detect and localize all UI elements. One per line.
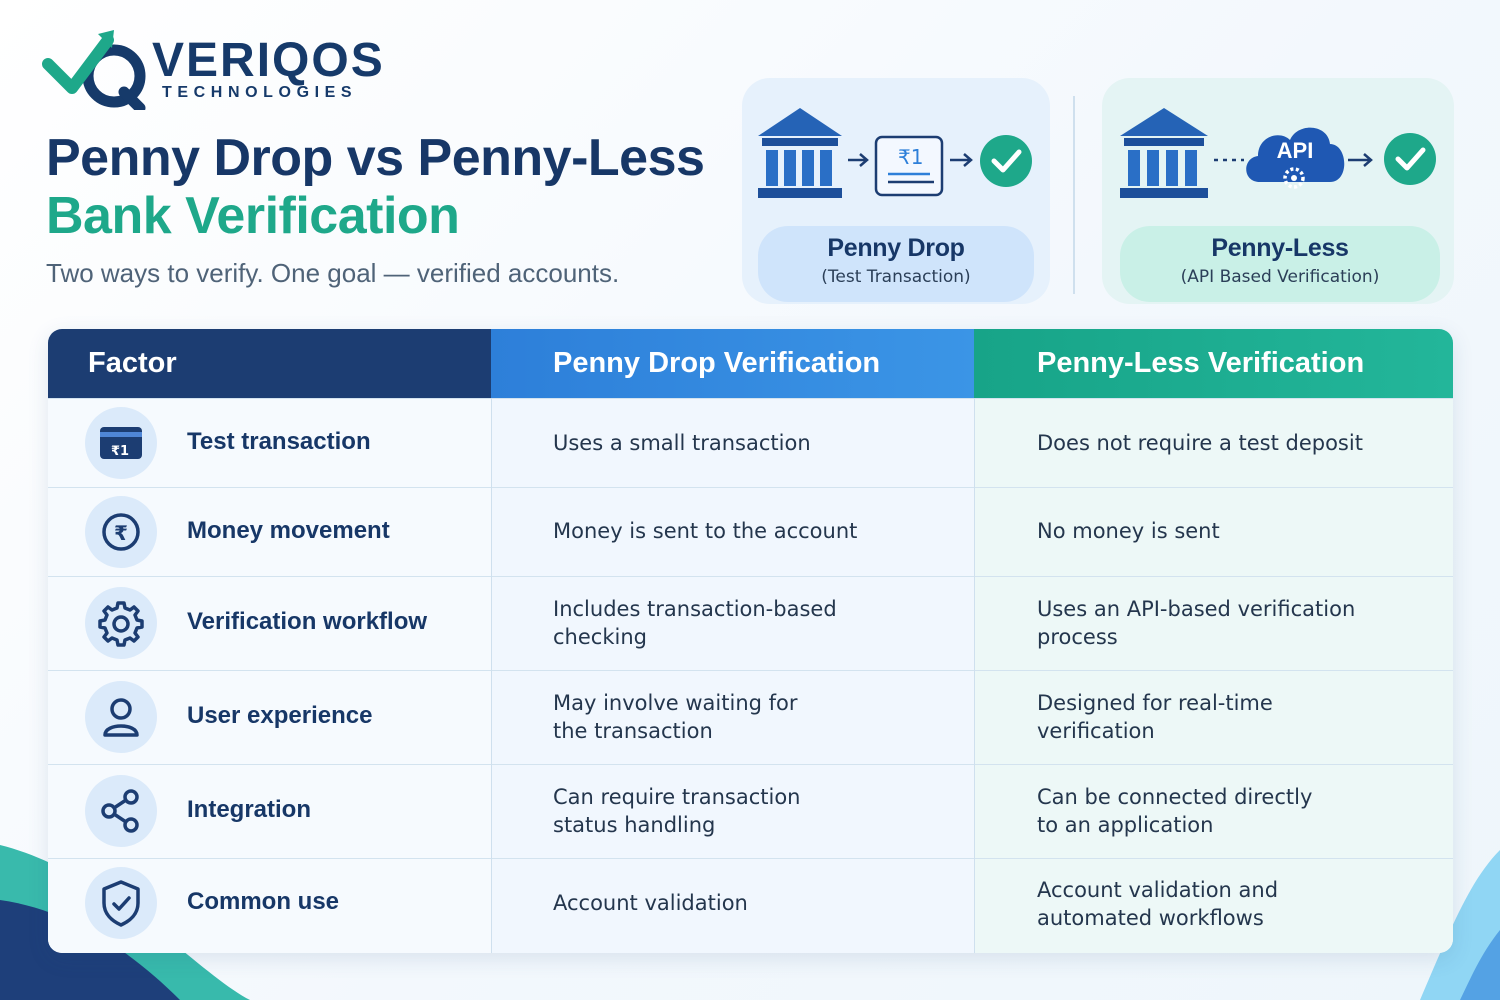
factor-label: Money movement [187,517,390,544]
brand-name: VERIQOS [152,34,385,87]
penny-drop-cell: Money is sent to the account [553,519,858,543]
svg-text:₹: ₹ [114,521,128,545]
table-row [48,398,1453,487]
table-row [48,487,1453,576]
penny-drop-cell: Uses a small transaction [553,431,811,455]
penny-less-cell: No money is sent [1037,519,1220,543]
user-icon [85,681,157,753]
table-header [48,329,1453,398]
check-icon [980,135,1032,187]
card-rupee-icon [85,407,157,479]
table-row [48,576,1453,670]
svg-text:₹1: ₹1 [111,444,130,459]
column-divider [491,398,492,953]
arrow-icon [950,154,971,166]
veriqos-logo-mark-icon [42,30,152,110]
penny-less-label [1120,226,1440,302]
penny-less-card [1102,78,1454,304]
check-icon [1384,133,1436,185]
factor-label: User experience [187,702,373,729]
penny-drop-cell: Account validation [553,891,748,915]
penny-less-cell: Designed for real-time verification [1037,691,1273,743]
brand-logo [42,30,402,110]
penny-drop-cell: May involve waiting for the transaction [553,691,798,743]
factor-label: Test transaction [187,428,371,455]
bank-icon [758,108,842,198]
penny-drop-flow-graphic [742,78,1050,228]
penny-drop-card [742,78,1050,304]
arrow-icon [1348,154,1371,166]
penny-less-cell: Account validation and automated workflows [1037,878,1279,930]
column-divider [974,398,975,953]
penny-drop-cell: Can require transaction status handling [553,785,801,837]
factor-label: Integration [187,796,311,823]
bank-icon [1120,108,1208,198]
factor-label: Verification workflow [187,608,428,635]
page-title-line1: Penny Drop vs Penny-Less [46,129,705,187]
penny-less-flow-graphic [1102,78,1454,228]
table-row [48,670,1453,764]
gear-icon [85,587,157,659]
table-row [48,858,1453,953]
header-penny-less: Penny-Less Verification [974,329,1453,398]
arrow-icon [848,154,867,166]
svg-text:₹1: ₹1 [898,145,924,169]
svg-text:API: API [1276,138,1314,163]
penny-drop-cell: Includes transaction-based checking [553,597,837,649]
penny-drop-label [758,226,1034,302]
penny-less-cell: Can be connected directly to an application [1037,785,1313,837]
penny-drop-title: Penny Drop [827,234,965,262]
penny-less-title: Penny-Less [1211,234,1349,262]
transaction-slip-icon [876,137,942,195]
penny-drop-subtitle: (Test Transaction) [821,267,971,287]
header-penny-drop: Penny Drop Verification [491,329,974,398]
penny-less-cell: Uses an API-based verification process [1037,597,1356,649]
tagline: Two ways to verify. One goal — verified accounts. [46,258,620,288]
share-nodes-icon [85,775,157,847]
penny-less-cell: Does not require a test deposit [1037,431,1363,455]
cards-divider [1073,96,1075,294]
shield-check-icon [85,867,157,939]
factor-label: Common use [187,888,340,915]
penny-less-subtitle: (API Based Verification) [1180,267,1380,287]
table-row [48,764,1453,858]
brand-subtitle: TECHNOLOGIES [162,84,358,101]
api-cloud-icon [1246,128,1344,187]
header-factor: Factor [48,329,491,398]
page-title-line2: Bank Verification [46,187,460,245]
rupee-coin-icon [85,496,157,568]
comparison-table [48,329,1453,953]
